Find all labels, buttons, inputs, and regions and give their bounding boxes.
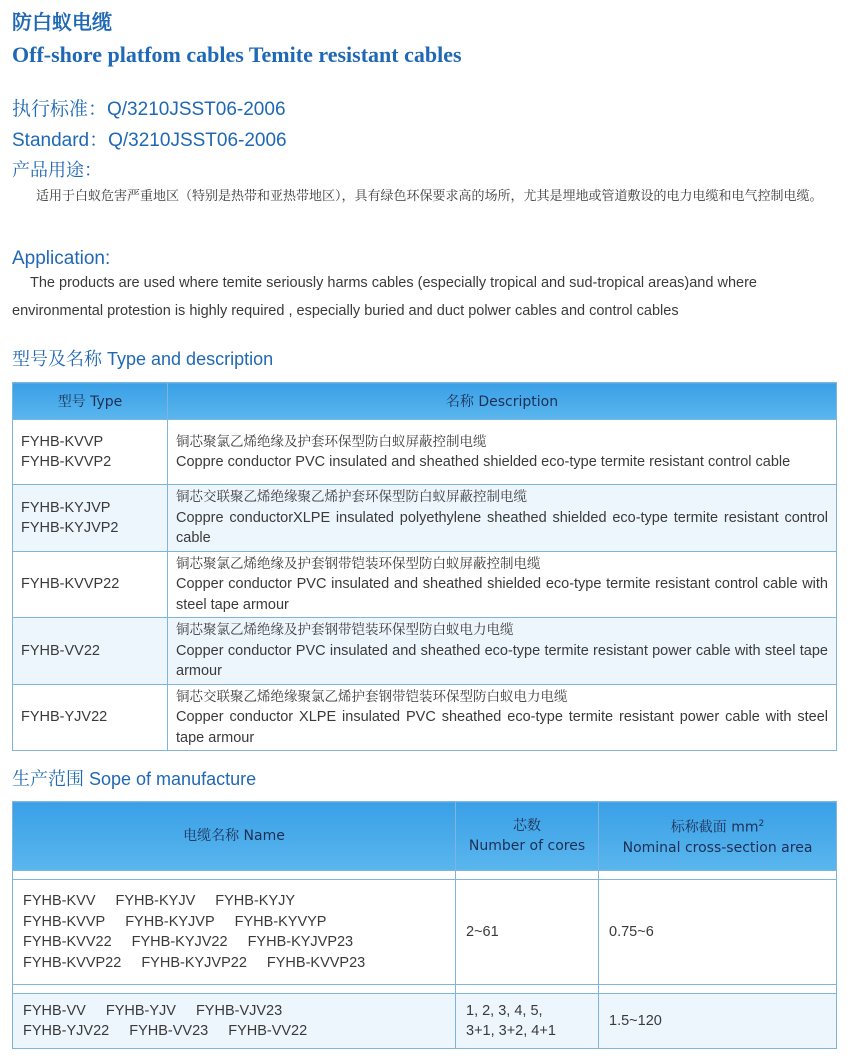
model-cell — [13, 618, 168, 685]
cable-name: FYHB-VV22 — [228, 1023, 308, 1039]
model-code: FYHB-KVVP22 — [21, 576, 120, 593]
description-cell — [168, 485, 837, 552]
col-header-type: 型号 Type — [13, 383, 168, 420]
page-title-en: Off-shore platfom cables Temite resistant cables — [12, 42, 462, 67]
description-cn: 铜芯聚氯乙烯绝缘及护套钢带铠装环保型防白蚁电力电缆 — [176, 622, 514, 638]
standard-cn: 执行标准：Q/3210JSST06-2006 — [12, 99, 286, 120]
model-code: FYHB-YJV22 — [21, 709, 108, 726]
usage-body: 适用于白蚁危害严重地区（特别是热带和亚热带地区），具有绿色环保要求高的场所，尤其是埋地或管道敷设的电力电缆和电气控制电缆。 — [36, 189, 823, 204]
spacer-cell — [456, 985, 599, 994]
description-en: Coppre conductor PVC insulated and sheathed shielded eco-type termite resistant control cable — [176, 454, 791, 470]
table-row — [13, 880, 837, 985]
cable-name: FYHB-KYJVP22 — [141, 954, 247, 971]
spacer-cell — [456, 871, 599, 880]
spacer-cell — [599, 871, 837, 880]
cable-name: FYHB-KVVP23 — [266, 954, 366, 971]
cores-value: 1, 2, 3, 4, 5, — [466, 1003, 543, 1019]
description-cell — [168, 684, 837, 751]
spacer-cell — [599, 985, 837, 994]
cable-name: FYHB-KYJV — [115, 893, 196, 909]
model-cell — [13, 684, 168, 751]
cable-name: FYHB-KVV — [23, 893, 96, 909]
description-cn: 铜芯交联聚乙烯绝缘聚乙烯护套环保型防白蚁屏蔽控制电缆 — [176, 489, 527, 505]
spacer-cell — [13, 871, 456, 880]
scope-table-body — [13, 871, 837, 1049]
cable-name: FYHB-KYJV22 — [131, 934, 228, 950]
area-header-sup: 2 — [758, 819, 765, 830]
area-header-cn: 标称截面 mm — [670, 819, 759, 836]
table-row — [13, 485, 837, 552]
cores-cell — [456, 994, 599, 1049]
description-cell — [168, 420, 837, 485]
col-header-description: 名称 Description — [168, 383, 837, 420]
spacer-cell — [13, 985, 456, 994]
application-body: The products are used where temite seriously harms cables (especially tropical and sud-tropical areas)and where environmental protestion is highly required , especially buried and duct polwer cables and control cables — [12, 275, 757, 319]
usage-heading: 产品用途： — [12, 160, 102, 181]
type-description-table — [12, 382, 837, 751]
page-title-cn: 防白蚁电缆 — [12, 10, 112, 34]
model-cell — [13, 485, 168, 552]
col-header-area — [599, 802, 837, 871]
cable-names-line — [23, 891, 445, 912]
description-cell — [168, 618, 837, 685]
standard-en: Standard：Q/3210JSST06-2006 — [12, 130, 287, 151]
table-row — [13, 994, 837, 1049]
cable-names-line — [23, 912, 445, 933]
table-row — [13, 551, 837, 618]
cores-value: 3+1, 3+2, 4+1 — [466, 1023, 556, 1039]
cable-names-cell — [13, 994, 456, 1049]
cable-names-line — [23, 1001, 445, 1022]
model-cell — [13, 420, 168, 485]
model-code: FYHB-KVVP — [21, 434, 104, 450]
cable-names-line — [23, 932, 445, 953]
cable-name: FYHB-YJV — [105, 1002, 176, 1019]
description-en: Copper conductor XLPE insulated PVC sheathed eco-type termite resistant power cable with steel tape armour — [176, 709, 828, 746]
cable-names-cell — [13, 880, 456, 985]
cable-names-line — [23, 953, 445, 974]
application-heading: Application: — [12, 248, 111, 269]
cable-name: FYHB-KVVP22 — [23, 954, 122, 971]
cable-name: FYHB-KVVP — [23, 913, 106, 930]
cable-name: FYHB-KVV22 — [23, 934, 112, 950]
description-cn: 铜芯聚氯乙烯绝缘及护套钢带铠装环保型防白蚁屏蔽控制电缆 — [176, 555, 541, 572]
model-code: FYHB-KYJVP2 — [21, 519, 119, 536]
description-cn: 铜芯聚氯乙烯绝缘及护套环保型防白蚁屏蔽控制电缆 — [176, 433, 487, 450]
cores-header-en: Number of cores — [468, 838, 586, 854]
area-cell: 0.75~6 — [599, 880, 837, 985]
cable-name: FYHB-VJV23 — [195, 1002, 283, 1019]
cable-names-line — [23, 1021, 445, 1042]
description-en: Copper conductor PVC insulated and sheathed eco-type termite resistant power cable with steel tape armour — [176, 642, 828, 679]
cores-value: 2~61 — [466, 924, 499, 940]
type-table-body — [13, 420, 837, 751]
area-cell: 1.5~120 — [599, 994, 837, 1049]
row-spacer — [13, 985, 837, 994]
cable-name: FYHB-KYVYP — [234, 913, 327, 930]
cable-name: FYHB-VV23 — [129, 1023, 209, 1039]
scope-manufacture-table — [12, 801, 837, 1049]
table-row — [13, 684, 837, 751]
cable-name: FYHB-KYJVP23 — [247, 934, 354, 950]
description-en: Coppre conductorXLPE insulated polyethylene sheathed shielded eco-type termite resistant control cable — [176, 509, 828, 546]
row-spacer — [13, 871, 837, 880]
cores-header-cn: 芯数 — [513, 818, 541, 834]
table-row — [13, 420, 837, 485]
type-section-heading: 型号及名称 Type and description — [12, 349, 274, 369]
model-code: FYHB-KYJVP — [21, 499, 111, 516]
model-code: FYHB-KVVP2 — [21, 454, 112, 470]
cable-name: FYHB-YJV22 — [23, 1023, 110, 1039]
cable-name: FYHB-KYJVP — [125, 913, 215, 930]
col-header-cores — [456, 802, 599, 871]
col-header-name: 电缆名称 Name — [13, 802, 456, 871]
model-cell — [13, 551, 168, 618]
table-row — [13, 618, 837, 685]
cable-name: FYHB-VV — [23, 1002, 86, 1019]
scope-section-heading: 生产范围 Sope of manufacture — [12, 769, 257, 789]
cable-name: FYHB-KYJY — [215, 893, 296, 909]
area-header-en: Nominal cross-section area — [622, 839, 813, 856]
cores-cell — [456, 880, 599, 985]
description-cn: 铜芯交联聚乙烯绝缘聚氯乙烯护套钢带铠装环保型防白蚁电力电缆 — [176, 688, 568, 705]
description-cell — [168, 551, 837, 618]
description-en: Copper conductor PVC insulated and sheathed shielded eco-type termite resistant control cable with steel tape armour — [176, 576, 828, 613]
model-code: FYHB-VV22 — [21, 642, 100, 659]
